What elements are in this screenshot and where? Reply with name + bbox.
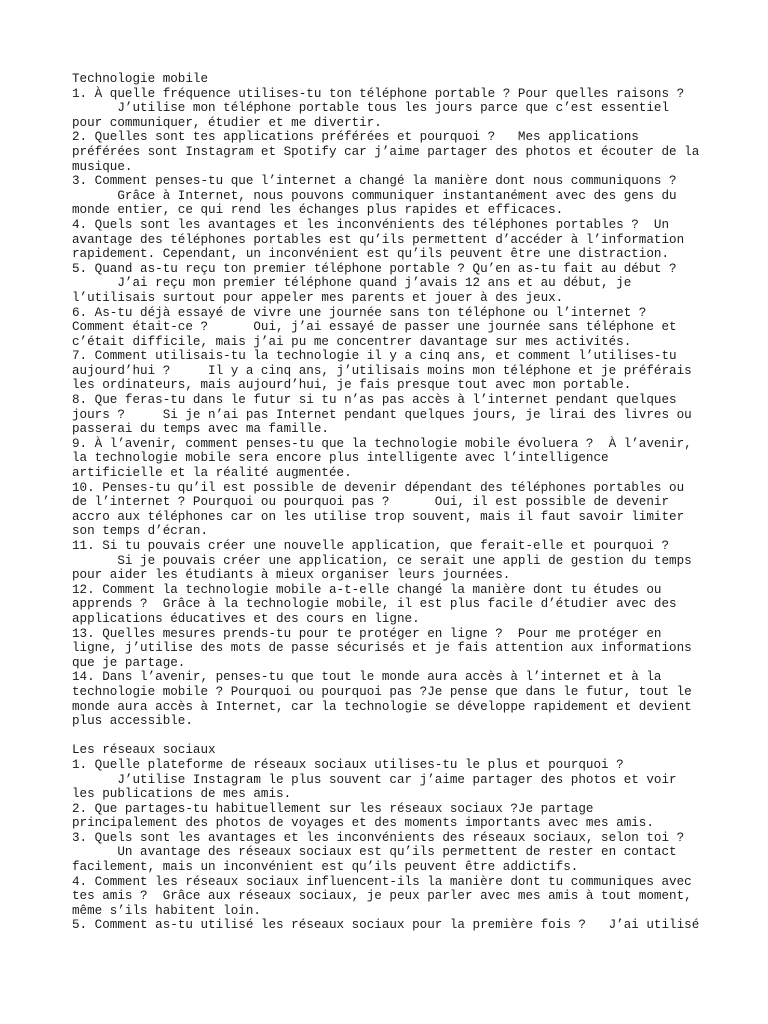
document-line: son temps d’écran. [72,524,209,539]
document-line: J’utilise mon téléphone portable tous les jours parce que c’est essentiel [72,101,670,116]
document-line: applications éducatives et des cours en ligne. [72,611,420,626]
document-line: ligne, j’utilise des mots de passe sécurisés et je fais attention aux informations [72,641,692,656]
document-line: 2. Que partages-tu habituellement sur les réseaux sociaux ?Je partage [72,801,594,816]
document-line: monde entier, ce qui rend les échanges plus rapides et efficaces. [72,203,564,218]
document-line: J’ai reçu mon premier téléphone quand j’avais 12 ans et au début, je [72,276,632,291]
document-line: même s’ils habitent loin. [72,903,261,918]
document-line: 5. Quand as-tu reçu ton premier téléphone portable ? Qu’en as-tu fait au début ? [72,261,677,276]
document-line: Les réseaux sociaux [72,743,216,758]
document-line: c’était difficile, mais j’ai pu me concentrer davantage sur mes activités. [72,334,632,349]
document-line: 12. Comment la technologie mobile a-t-elle changé la manière dont tu études ou [72,582,662,597]
document-line: pour communiquer, étudier et me divertir. [72,115,382,130]
document-line: monde aura accès à Internet, car la technologie se développe rapidement et devient [72,699,692,714]
document-line: accro aux téléphones car on les utilise trop souvent, mais il faut savoir limiter [72,509,685,524]
document-line: Un avantage des réseaux sociaux est qu’ils permettent de rester en contact [72,845,677,860]
document-line: 3. Quels sont les avantages et les inconvénients des réseaux sociaux, selon toi ? [72,830,685,845]
document-line: 4. Comment les réseaux sociaux influencent-ils la manière dont tu communiques avec [72,874,692,889]
document-line: jours ? Si je n’ai pas Internet pendant quelques jours, je lirai des livres ou [72,407,692,422]
document-line: de l’internet ? Pourquoi ou pourquoi pas ? Oui, il est possible de devenir [72,495,670,510]
document-line: apprends ? Grâce à la technologie mobile, il est plus facile d’étudier avec des [72,597,677,612]
document-line: les ordinateurs, mais aujourd’hui, je fais presque tout avec mon portable. [72,378,632,393]
document-line: facilement, mais un inconvénient est qu’ils peuvent être addictifs. [72,860,579,875]
document-line: tes amis ? Grâce aux réseaux sociaux, je peux parler avec mes amis à tout moment, [72,889,692,904]
document-line: 5. Comment as-tu utilisé les réseaux sociaux pour la première fois ? J’ai utilisé [72,918,700,933]
document-line: que je partage. [72,655,186,670]
document-line: 8. Que feras-tu dans le futur si tu n’as pas accès à l’internet pendant quelques [72,393,677,408]
document-line: 11. Si tu pouvais créer une nouvelle application, que ferait-elle et pourquoi ? [72,539,670,553]
document-line: Comment était-ce ? Oui, j’ai essayé de passer une journée sans téléphone et [72,320,677,335]
document-line: 13. Quelles mesures prends-tu pour te protéger en ligne ? Pour me protéger en [72,626,662,641]
document-line: Si je pouvais créer une application, ce serait une appli de gestion du temps [72,553,692,568]
document-line: 1. À quelle fréquence utilises-tu ton téléphone portable ? Pour quelles raisons ? [72,86,685,101]
document-line: J’utilise Instagram le plus souvent car j’aime partager des photos et voir [72,772,677,787]
document-line: avantage des téléphones portables est qu’ils permettent d’accéder à l’information [72,232,685,247]
document-line: Grâce à Internet, nous pouvons communiquer instantanément avec des gens du [72,188,677,203]
document-line: 2. Quelles sont tes applications préférées et pourquoi ? Mes applications [72,130,639,145]
document-line: préférées sont Instagram et Spotify car j’aime partager des photos et écouter de la [72,144,700,159]
document-line: les publications de mes amis. [72,787,292,802]
document-line: rapidement. Cependant, un inconvénient est qu’ils peuvent être une distraction. [72,247,670,262]
document-line: plus accessible. [72,714,193,729]
document-line: l’utilisais surtout pour appeler mes parents et jouer à des jeux. [72,290,564,305]
document-line: 14. Dans l’avenir, penses-tu que tout le monde aura accès à l’internet et à la [72,670,662,685]
document-line: la technologie mobile sera encore plus intelligente avec l’intelligence [72,451,609,466]
document-line: passerai du temps avec ma famille. [72,422,329,437]
document-line: musique. [72,159,133,174]
document-body [72,72,700,933]
document-line: 7. Comment utilisais-tu la technologie il y a cinq ans, et comment l’utilises-tu [72,349,677,364]
document-line [72,729,700,744]
document-line: pour aider les étudiants à mieux organiser leurs journées. [72,568,511,583]
document-line: 4. Quels sont les avantages et les inconvénients des téléphones portables ? Un [72,217,670,232]
document-line: aujourd’hui ? Il y a cinq ans, j’utilisais moins mon téléphone et je préférais [72,363,692,378]
document-line: 9. À l’avenir, comment penses-tu que la technologie mobile évoluera ? À l’avenir, [72,436,692,451]
document-line: artificielle et la réalité augmentée. [72,466,352,481]
document-line: 6. As-tu déjà essayé de vivre une journée sans ton téléphone ou l’internet ? [72,305,647,320]
document-line: Technologie mobile [72,72,209,86]
document-line: 3. Comment penses-tu que l’internet a changé la manière dont nous communiquons ? [72,174,677,189]
document-line: 10. Penses-tu qu’il est possible de devenir dépendant des téléphones portables ou [72,480,685,495]
document-line: 1. Quelle plateforme de réseaux sociaux utilises-tu le plus et pourquoi ? [72,757,624,772]
document-line: technologie mobile ? Pourquoi ou pourquoi pas ?Je pense que dans le futur, tout le [72,684,692,699]
document-line: principalement des photos de voyages et des moments importants avec mes amis. [72,816,654,831]
